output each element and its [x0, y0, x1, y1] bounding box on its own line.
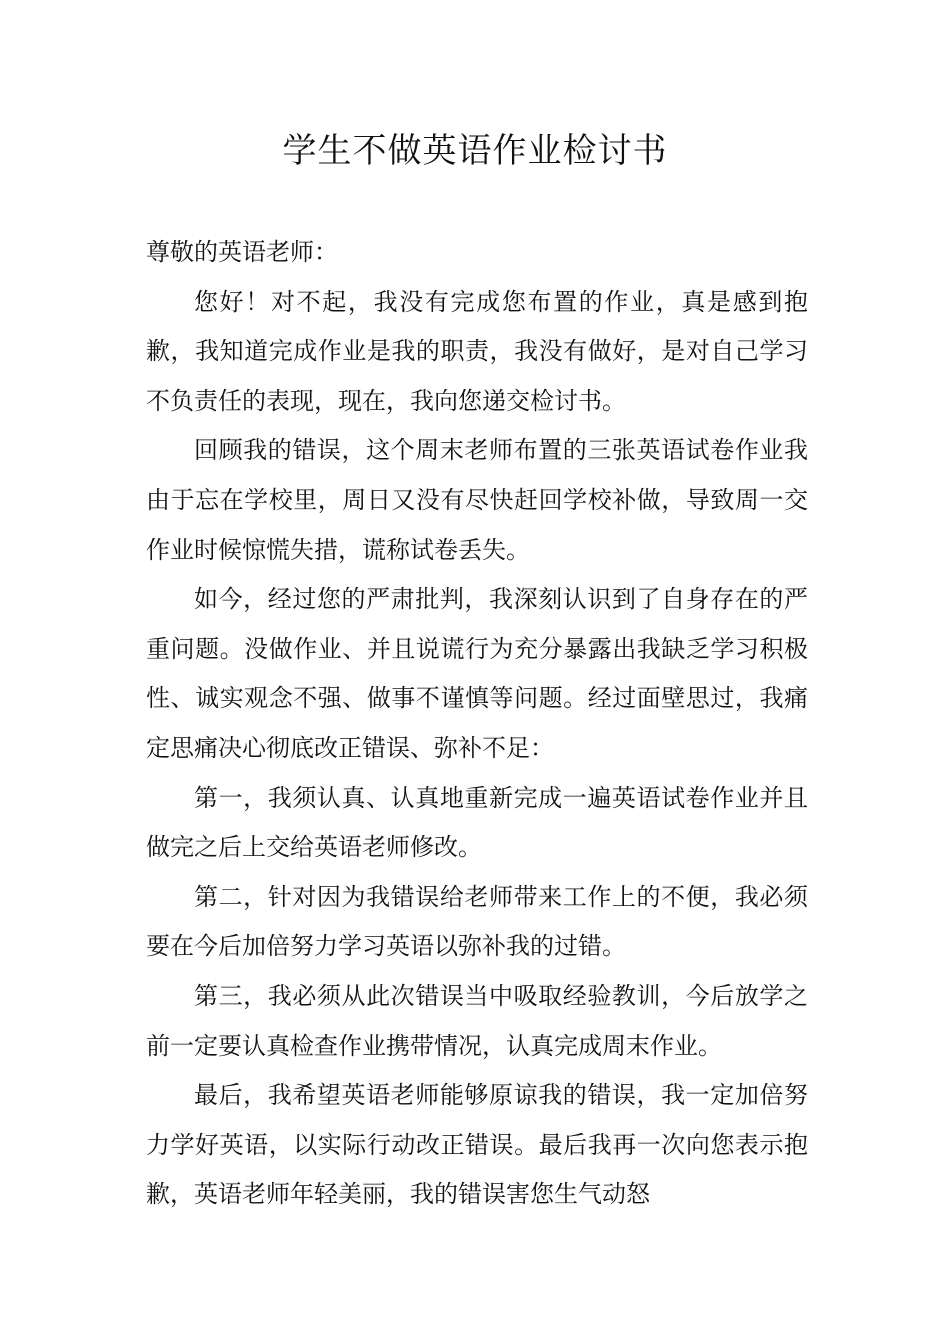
document-body	[146, 228, 808, 1220]
paragraph-greeting: 您好！对不起，我没有完成您布置的作业，真是感到抱歉，我知道完成作业是我的职责，我没有做好，是对自己学习不负责任的表现，现在，我向您递交检讨书。	[146, 287, 808, 415]
paragraph-review: 回顾我的错误，这个周末老师布置的三张英语试卷作业我由于忘在学校里，周日又没有尽快赶回学校补做，导致周一交作业时候惊慌失措，谎称试卷丢失。	[146, 436, 808, 564]
paragraph-closing: 最后，我希望英语老师能够原谅我的错误，我一定加倍努力学好英语，以实际行动改正错误。最后我再一次向您表示抱歉，英语老师年轻美丽，我的错误害您生气动怒	[146, 1081, 808, 1209]
paragraph-reflection: 如今，经过您的严肃批判，我深刻认识到了自身存在的严重问题。没做作业、并且说谎行为充分暴露出我缺乏学习积极性、诚实观念不强、做事不谨慎等问题。经过面壁思过，我痛定思痛决心彻底改正错误、弥补不足：	[146, 585, 808, 762]
paragraph-third-point: 第三，我必须从此次错误当中吸取经验教训，今后放学之前一定要认真检查作业携带情况，认真完成周末作业。	[146, 981, 808, 1060]
salutation: 尊敬的英语老师：	[146, 238, 338, 266]
paragraph-first-point: 第一，我须认真、认真地重新完成一遍英语试卷作业并且做完之后上交给英语老师修改。	[146, 783, 808, 862]
document-title: 学生不做英语作业检讨书	[282, 131, 668, 171]
paragraph-second-point: 第二，针对因为我错误给老师带来工作上的不便，我必须要在今后加倍努力学习英语以弥补我的过错。	[146, 882, 808, 961]
